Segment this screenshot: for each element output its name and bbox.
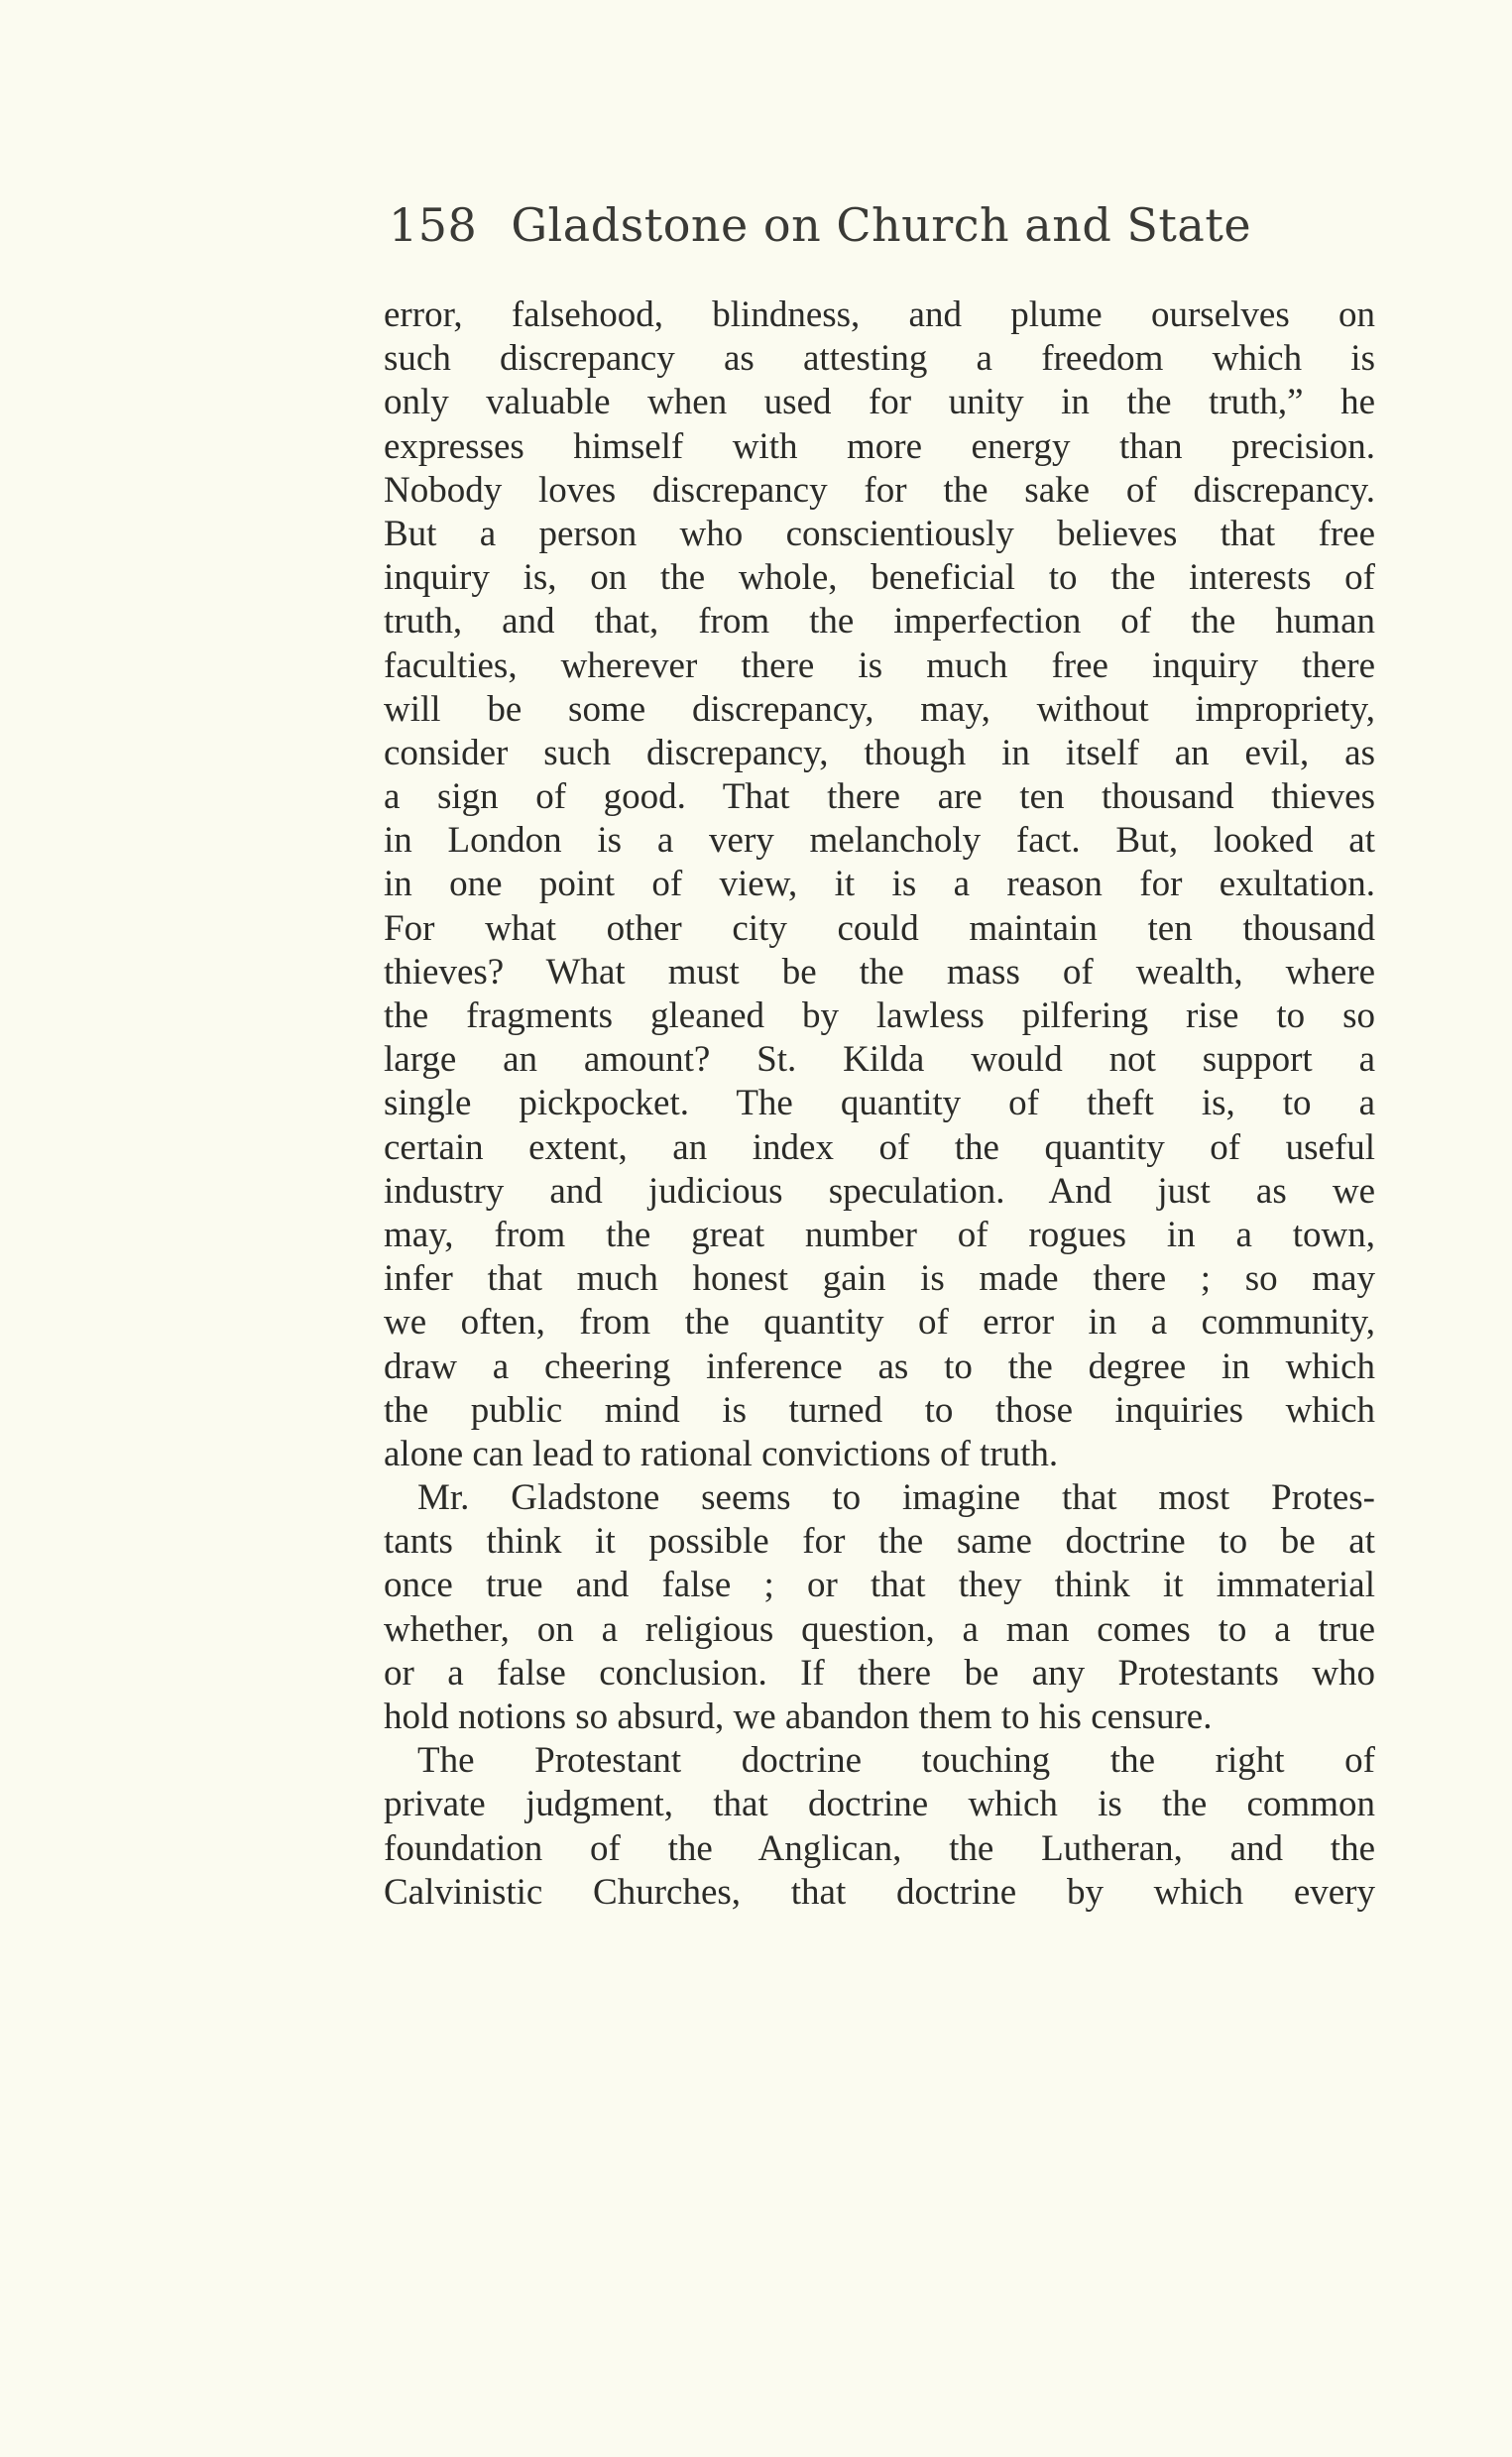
text-line: inquiry is, on the whole, beneficial to the interests of: [384, 557, 1375, 599]
text-line: hold notions so absurd, we abandon them to his censure.: [384, 1696, 1213, 1737]
text-line: a sign of good. That there are ten thousand thieves: [384, 776, 1375, 818]
text-line: Nobody loves discrepancy for the sake of discrepancy.: [384, 469, 1375, 511]
text-line: For what other city could maintain ten thousand: [384, 907, 1375, 949]
text-line: large an amount? St. Kilda would not support a: [384, 1039, 1375, 1081]
text-line: But a person who conscientiously believes that free: [384, 513, 1375, 554]
text-line: single pickpocket. The quantity of theft is, to a: [384, 1083, 1375, 1124]
text-line: in London is a very melancholy fact. But, looked at: [384, 820, 1375, 862]
text-line: we often, from the quantity of error in a community,: [384, 1302, 1375, 1344]
text-line: industry and judicious speculation. And just as we: [384, 1170, 1375, 1212]
running-header: [389, 198, 1380, 252]
text-line: whether, on a religious question, a man comes to a true: [384, 1608, 1375, 1650]
text-line: draw a cheering inference as to the degree in which: [384, 1346, 1375, 1387]
text-line: the public mind is turned to those inquiries which: [384, 1389, 1375, 1431]
text-line: private judgment, that doctrine which is the common: [384, 1784, 1375, 1825]
body-text: [384, 293, 1375, 1915]
text-line: certain extent, an index of the quantity of useful: [384, 1126, 1375, 1168]
text-line: The Protestant doctrine touching the right of: [417, 1740, 1375, 1782]
text-line: expresses himself with more energy than precision.: [384, 425, 1375, 467]
text-line: will be some discrepancy, may, without impropriety,: [384, 688, 1375, 730]
text-line: error, falsehood, blindness, and plume ourselves on: [384, 294, 1375, 335]
text-line: thieves? What must be the mass of wealth, where: [384, 951, 1375, 993]
text-line: once true and false ; or that they think it immaterial: [384, 1565, 1375, 1606]
text-line: in one point of view, it is a reason for exultation.: [384, 864, 1375, 905]
text-line: only valuable when used for unity in the truth,” he: [384, 382, 1375, 423]
text-line: faculties, wherever there is much free inquiry there: [384, 644, 1375, 686]
text-line: alone can lead to rational convictions of truth.: [384, 1433, 1059, 1474]
text-line: Mr. Gladstone seems to imagine that most Protes-: [417, 1477, 1375, 1519]
text-line: the fragments gleaned by lawless pilfering rise to so: [384, 995, 1375, 1036]
text-line: or a false conclusion. If there be any Protestants who: [384, 1652, 1375, 1694]
text-line: consider such discrepancy, though in itself an evil, as: [384, 732, 1375, 773]
text-line: foundation of the Anglican, the Lutheran, and the: [384, 1827, 1375, 1869]
text-line: truth, and that, from the imperfection of the human: [384, 601, 1375, 643]
text-line: infer that much honest gain is made there ; so may: [384, 1258, 1375, 1300]
text-line: such discrepancy as attesting a freedom which is: [384, 338, 1375, 380]
text-line: Calvinistic Churches, that doctrine by which every: [384, 1871, 1375, 1913]
text-line: may, from the great number of rogues in a town,: [384, 1214, 1375, 1255]
page-number: 158: [389, 198, 478, 252]
text-line: tants think it possible for the same doctrine to be at: [384, 1521, 1375, 1563]
running-title: Gladstone on Church and State: [511, 198, 1252, 252]
